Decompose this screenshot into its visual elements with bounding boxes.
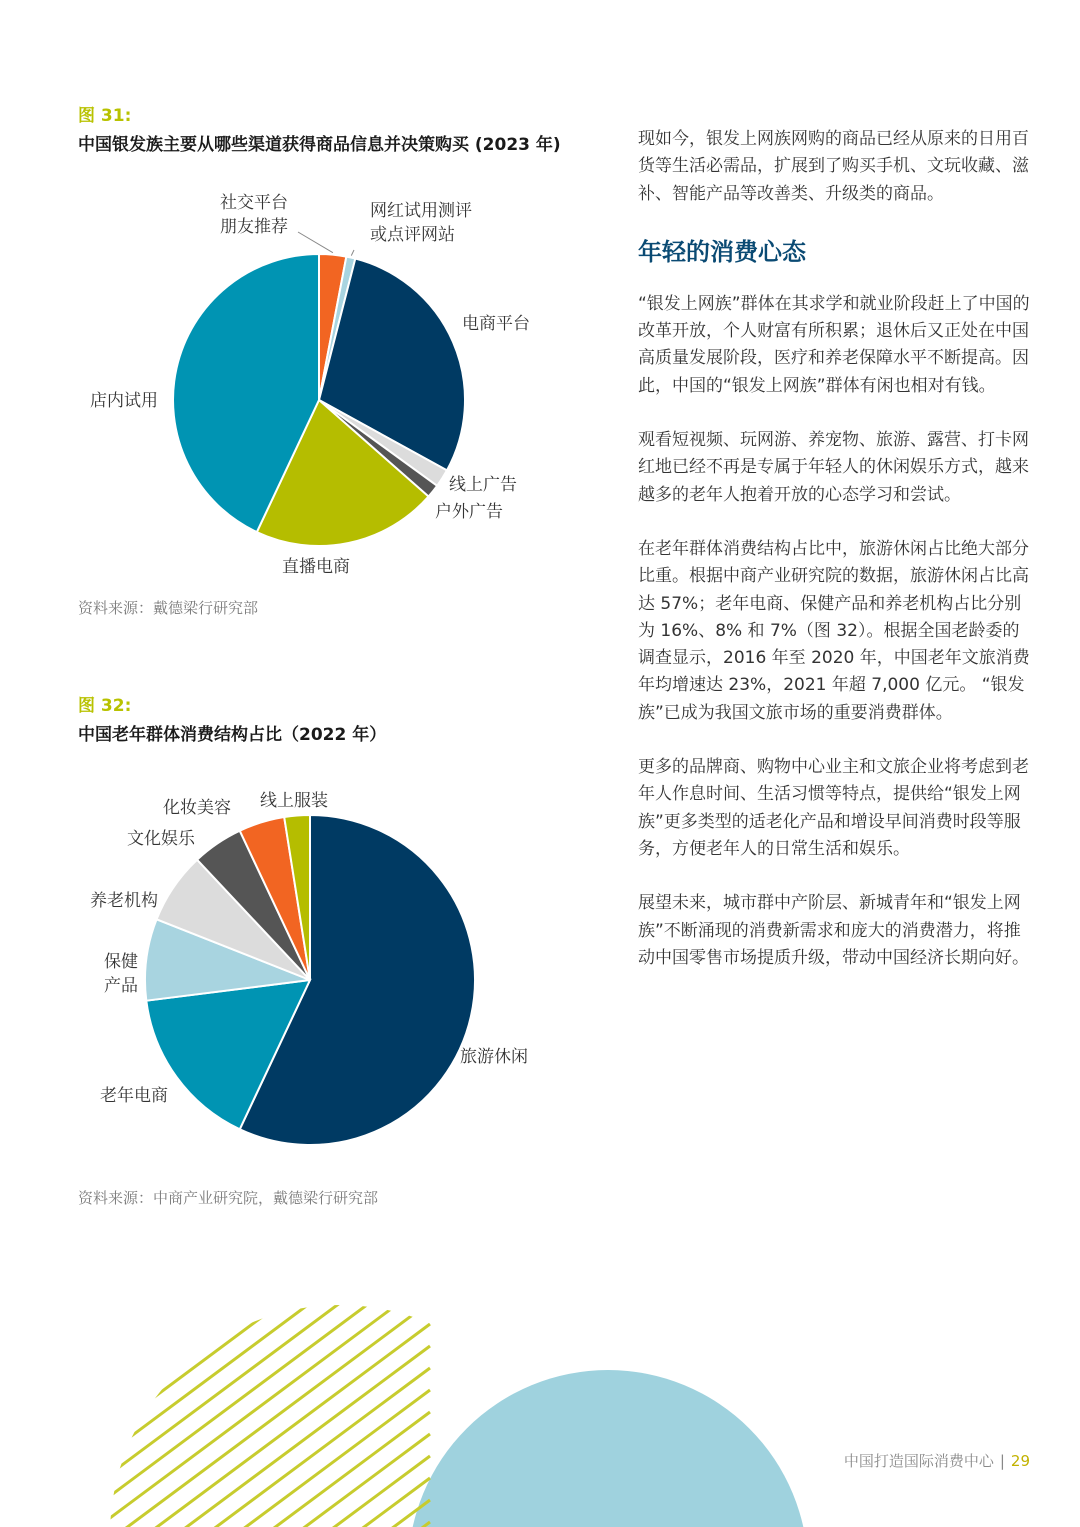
figure-32-number: 图 32: bbox=[78, 696, 132, 716]
footer-separator: | bbox=[999, 1452, 1005, 1470]
slice-label: 养老机构 bbox=[90, 891, 158, 911]
section-heading: 年轻的消费心态 bbox=[638, 237, 806, 266]
page-number: 29 bbox=[1010, 1452, 1030, 1470]
decorative-stripes bbox=[40, 1300, 430, 1527]
slice-label: 社交平台 bbox=[220, 193, 288, 213]
footer-title: 中国打造国际消费中心 bbox=[843, 1452, 994, 1470]
figure-31-number: 图 31: bbox=[78, 106, 132, 126]
paragraph-silver-netizens: “银发上网族”群体在其求学和就业阶段赶上了中国的改革开放，个人财富有所积累；退休后又正处在中国高质量发展阶段，医疗和养老保障水平不断提高。因此，中国的“银发上网族”群体有闲也相对有钱。 bbox=[638, 293, 1030, 396]
article-body bbox=[638, 126, 1032, 999]
decorative-circle bbox=[408, 1370, 808, 1527]
slice-label: 朋友推荐 bbox=[220, 217, 288, 237]
slice-label: 保健 bbox=[104, 952, 138, 972]
paragraph-leisure: 观看短视频、玩网游、养宠物、旅游、露营、打卡网红地已经不再是专属于年轻人的休闲娱乐方式，越来越多的老年人抱着开放的心态学习和尝试。 bbox=[638, 430, 1029, 505]
pie-chart-consumption-structure bbox=[0, 0, 620, 1180]
figure-31-title: 中国银发族主要从哪些渠道获得商品信息并决策购买 (2023 年) bbox=[78, 135, 561, 155]
figure-31-source: 资料来源：戴德梁行研究部 bbox=[78, 599, 259, 617]
slice-label: 产品 bbox=[104, 976, 138, 996]
slice-label: 线上服装 bbox=[260, 791, 328, 811]
slice-label: 或点评网站 bbox=[370, 225, 455, 245]
slice-label: 店内试用 bbox=[90, 391, 158, 411]
decorative-graphic bbox=[0, 1300, 1080, 1527]
paragraph-consumption-structure: 在老年群体消费结构占比中，旅游休闲占比绝大部分比重。根据中商产业研究院的数据，旅游休闲占比高达 57%；老年电商、保健产品和养老机构占比分别为 16%、8% 和 7%（图 32）。根据全国老龄委的调查显示，2016 年至 2020 年，中国老年文旅消费年均增速达 23%，2021 年超 7,000 亿元。 “银发族”已成为我国文旅市场的重要消费群体。 bbox=[638, 538, 1030, 723]
slice-label: 旅游休闲 bbox=[460, 1047, 528, 1067]
slice-label: 老年电商 bbox=[100, 1086, 168, 1106]
slice-label: 直播电商 bbox=[282, 557, 350, 577]
slice-label: 化妆美容 bbox=[163, 798, 231, 818]
slice-label: 文化娱乐 bbox=[127, 829, 195, 849]
paragraph-intro: 现如今，银发上网族网购的商品已经从原来的日用百货等生活必需品，扩展到了购买手机、文玩收藏、滋补、智能产品等改善类、升级类的商品。 bbox=[638, 129, 1029, 204]
figure-32-title: 中国老年群体消费结构占比（2022 年） bbox=[78, 725, 387, 745]
slice-label: 网红试用测评 bbox=[370, 201, 472, 221]
figure-32-source: 资料来源：中商产业研究院，戴德梁行研究部 bbox=[78, 1189, 379, 1207]
page-footer bbox=[844, 1450, 1030, 1471]
paragraph-businesses: 更多的品牌商、购物中心业主和文旅企业将考虑到老年人作息时间、生活习惯等特点，提供给“银发上网族”更多类型的适老化产品和增设早间消费时段等服务，方便老年人的日常生活和娱乐。 bbox=[638, 757, 1029, 859]
paragraph-outlook: 展望未来，城市群中产阶层、新城青年和“银发上网族”不断涌现的消费新需求和庞大的消费潜力，将推动中国零售市场提质升级，带动中国经济长期向好。 bbox=[638, 893, 1029, 968]
slice-label: 电商平台 bbox=[462, 314, 530, 334]
slice-label: 户外广告 bbox=[435, 502, 503, 522]
slice-label: 线上广告 bbox=[449, 475, 517, 495]
